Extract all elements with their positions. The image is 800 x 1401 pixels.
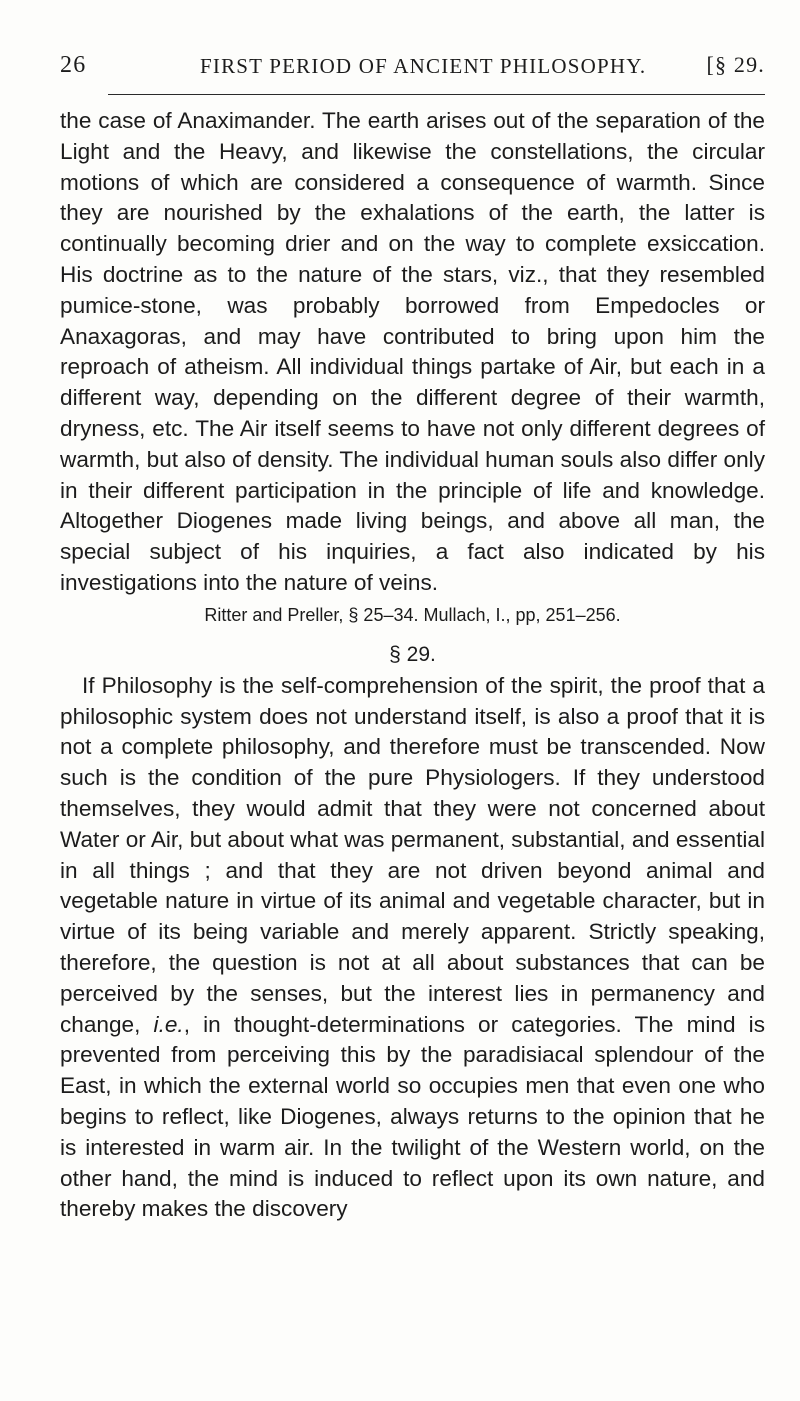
section-reference: [§ 29. bbox=[706, 52, 765, 77]
running-head bbox=[60, 52, 765, 82]
header-rule bbox=[108, 94, 765, 95]
paragraph-continuation: the case of Anaximander. The earth arises out of the separation of the Light and the Heavy, and likewise the constellations, the circular motions of which are considered a consequence of warmth. Since they are nourished by the exhalations of the earth, the latter is continually becoming drier and on the way to complete exsiccation. His doctrine as to the nature of the stars, viz., that they resembled pumice-stone, was probably borrowed from Empedocles or Anaxagoras, and may have contributed to bring upon him the reproach of atheism. All individual things partake of Air, but each in a different way, depending on the different degree of their warmth, dryness, etc. The Air itself seems to have not only different degrees of warmth, but also of density. The individual human souls also differ only in their different participation in the principle of life and knowledge. Altogether Diogenes made living beings, and above all man, the special subject of his inquiries, a fact also indicated by his investigations into the nature of veins. bbox=[60, 108, 765, 595]
page-number: 26 bbox=[60, 52, 87, 78]
page-body bbox=[60, 106, 765, 1225]
paragraph-text-part-2: , in thought-determinations or categories. The mind is prevented from perceiving this by the paradisiacal splendour of the East, in which the external world so occupies men that even one who begins to reflect, like Diogenes, always returns to the opinion that he is interested in warm air. In the twilight of the Western world, on the other hand, the mind is induced to reflect upon its own nature, and thereby makes the discovery bbox=[60, 1011, 766, 1222]
italic-ie: i.e. bbox=[153, 1011, 184, 1037]
section-heading: § 29. bbox=[389, 642, 436, 666]
citation: Ritter and Preller, § 25–34. Mullach, I., pp, 251–256. bbox=[204, 604, 621, 625]
paragraph-section-29 bbox=[60, 671, 765, 1225]
running-head-title: FIRST PERIOD OF ANCIENT PHILOSOPHY. bbox=[200, 54, 647, 78]
paragraph-text-part-1: If Philosophy is the self-comprehension of the spirit, the proof that a philosophic system does not understand itself, is also a proof that it is not a complete philosophy, and therefore must be transcended. Now such is the condition of the pure Physiologers. If they understood themselves, they would admit that they were not concerned about Water or Air, but about what was permanent, substantial, and essential in all things ; and that they are not driven beyond animal and vegetable nature in virtue of its animal and vegetable character, but in virtue of its being variable and merely apparent. Strictly speaking, therefore, the question is not at all about substances that can be perceived by the senses, but the interest lies in permanency and change, bbox=[60, 672, 765, 1037]
